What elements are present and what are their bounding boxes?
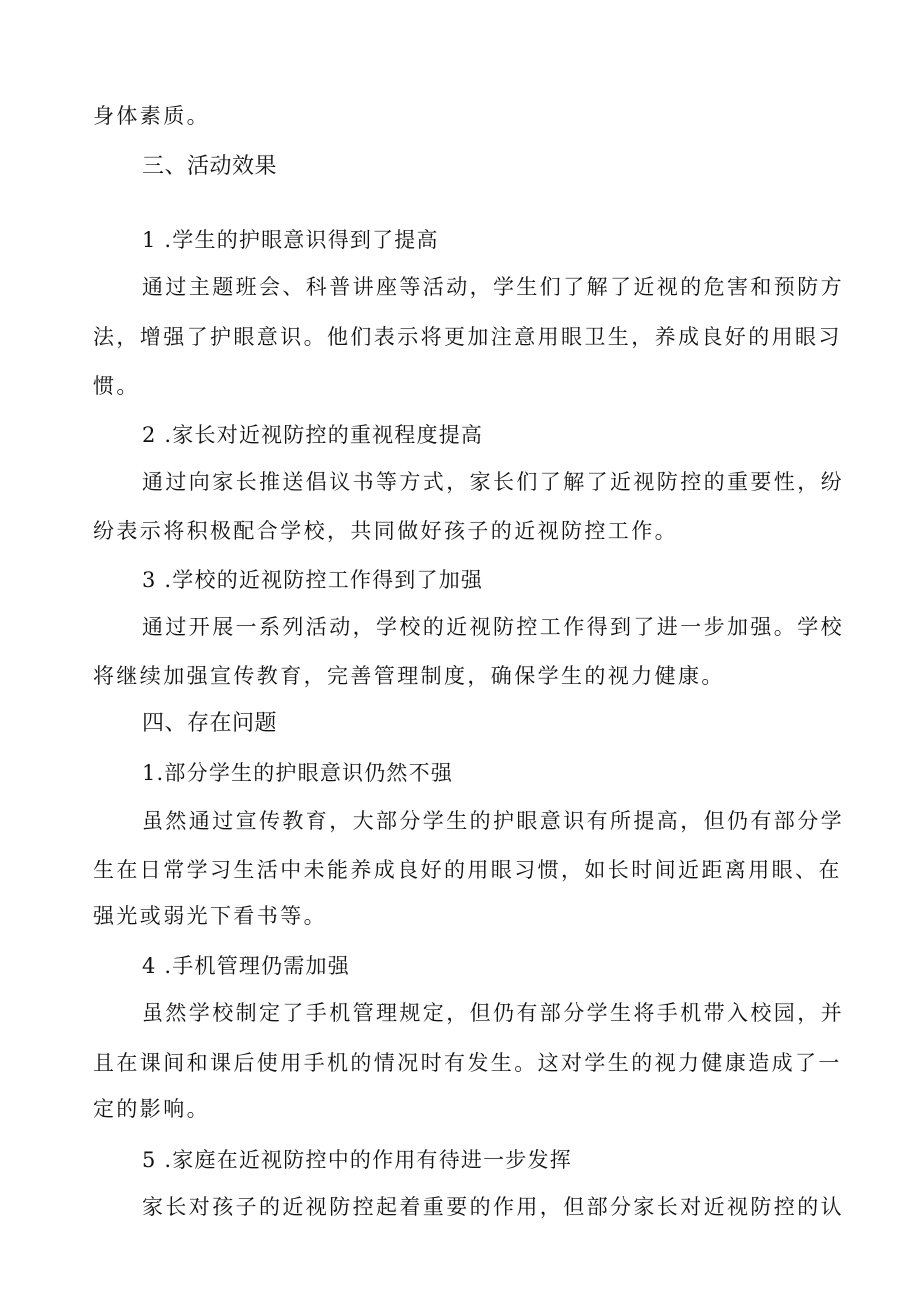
subsection-heading: 2 .家长对近视防控的重视程度提高 [142,423,484,447]
paragraph-line: 虽然学校制定了手机管理规定，但仍有部分学生将手机带入校园，并 [142,1001,844,1025]
paragraph-line: 生在日常学习生活中未能养成良好的用眼习惯，如长时间近距离用眼、在 [93,858,842,882]
subsection-heading: 1.部分学生的护眼意识仍然不强 [142,761,454,785]
paragraph-line: 法，增强了护眼意识。他们表示将更加注意用眼卫生，养成良好的用眼习 [93,325,842,349]
paragraph-line: 通过向家长推送倡议书等方式，家长们了解了近视防控的重要性，纷 [142,470,844,494]
paragraph-line: 身体素质。 [93,104,210,128]
paragraph-line: 虽然通过宣传教育，大部分学生的护眼意识有所提高，但仍有部分学 [142,809,844,833]
subsection-heading: 4 .手机管理仍需加强 [142,954,350,978]
paragraph-line: 通过主题班会、科普讲座等活动，学生们了解了近视的危害和预防方 [142,275,844,299]
paragraph-line: 将继续加强宣传教育，完善管理制度，确保学生的视力健康。 [93,664,725,688]
paragraph-line: 惯。 [93,374,140,398]
paragraph-line: 纷表示将积极配合学校，共同做好孩子的近视防控工作。 [93,519,678,543]
paragraph-line: 强光或弱光下看书等。 [93,904,327,928]
section-heading-existing-problems: 四、存在问题 [142,711,278,736]
section-heading-activity-effects: 三、活动效果 [142,154,278,179]
paragraph-line: 定的影响。 [93,1097,210,1121]
paragraph-line: 家长对孩子的近视防控起着重要的作用，但部分家长对近视防控的认 [142,1195,844,1219]
paragraph-line: 且在课间和课后使用手机的情况时有发生。这对学生的视力健康造成了一 [93,1051,842,1075]
subsection-heading: 5 .家庭在近视防控中的作用有待进一步发挥 [142,1148,572,1172]
subsection-heading: 3 .学校的近视防控工作得到了加强 [142,568,484,592]
subsection-heading: 1 .学生的护眼意识得到了提高 [142,228,439,252]
paragraph-line: 通过开展一系列活动，学校的近视防控工作得到了进一步加强。学校 [142,615,844,639]
